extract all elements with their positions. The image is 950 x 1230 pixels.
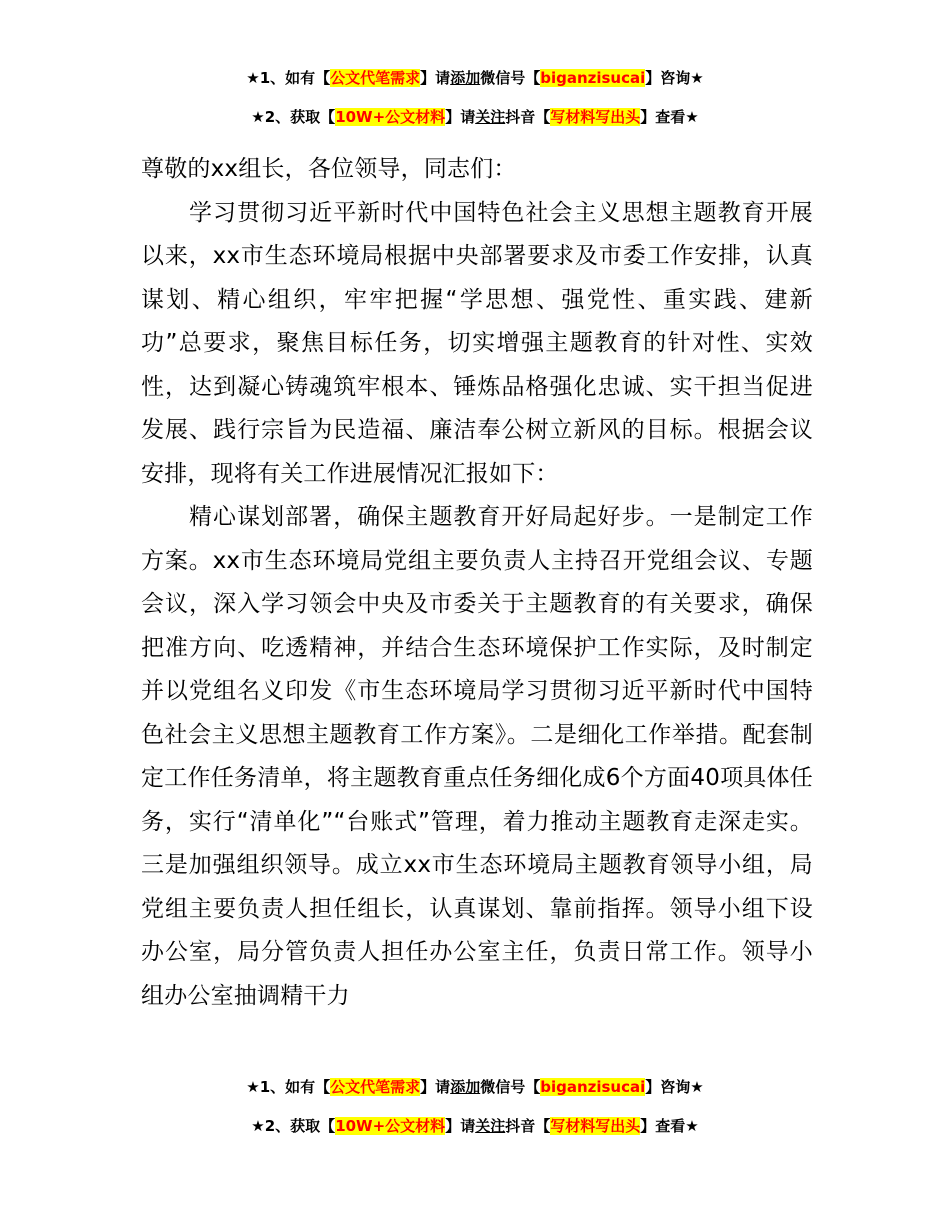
salutation: 尊敬的xx组长，各位领导，同志们： xyxy=(141,156,517,182)
ad-highlight-service: 公文代笔需求 xyxy=(330,69,421,87)
ad-text: 】咨询★ xyxy=(645,1078,704,1096)
ad-emphasis: 关注 xyxy=(475,108,506,126)
ad-text: 】查看★ xyxy=(640,108,699,126)
paragraph-planning: 精心谋划部署，确保主题教育开好局起好步。一是制定工作方案。xx市生态环境局党组主要负责人主持召开党组会议、专题会议，深入学习领会中央及市委关于主题教育的有关要求，确保把准方向、吃透精神，并结合生态环境保护工作实际，及时制定并以党组名义印发《市生态环境局学习贯彻习近平新时代中国特色社会主义思想主题教育工作方案》。二是细化工作举措。配套制定工作任务清单，将主题教育重点任务细化成6个方面40项具体任务，实行“清单化”“台账式”管理，着力推动主题教育走深走实。三是加强组织领导。成立xx市生态环境局主题教育领导小组，局党组主要负责人担任组长，认真谋划、靠前指挥。领导小组下设办公室，局分管负责人担任办公室主任，负责日常工作。领导小组办公室抽调精干力 xyxy=(141,504,813,1009)
ad-emphasis: 添加 xyxy=(450,1078,481,1096)
footer-ad-line-2 xyxy=(0,1116,950,1136)
header-ad-line-1 xyxy=(0,68,950,88)
ad-highlight-douyin: 写材料写出头 xyxy=(550,108,641,126)
ad-text: ★2、获取【 xyxy=(251,1117,336,1135)
document-body xyxy=(141,148,813,1018)
ad-text: ★2、获取【 xyxy=(251,108,336,126)
paragraph-intro: 学习贯彻习近平新时代中国特色社会主义思想主题教育开展以来，xx市生态环境局根据中央部署要求及市委工作安排，认真谋划、精心组织，牢牢把握“学思想、强党性、重实践、建新功”总要求，聚焦目标任务，切实增强主题教育的针对性、实效性，达到凝心铸魂筑牢根本、锤炼品格强化忠诚、实干担当促进发展、践行宗旨为民造福、廉洁奉公树立新风的目标。根据会议安排，现将有关工作进展情况汇报如下： xyxy=(141,199,813,487)
ad-highlight-materials: 10W+公文材料 xyxy=(335,108,446,126)
footer-ad-line-1 xyxy=(0,1077,950,1097)
ad-emphasis: 添加 xyxy=(450,69,481,87)
ad-text: 抖音【 xyxy=(505,1117,551,1135)
ad-text: 微信号【 xyxy=(480,1078,541,1096)
ad-text: 】咨询★ xyxy=(645,69,704,87)
ad-text: 微信号【 xyxy=(480,69,541,87)
ad-text: ★1、如有【 xyxy=(246,69,331,87)
ad-text: 】请 xyxy=(445,108,476,126)
ad-text: 】请 xyxy=(445,1117,476,1135)
header-ad-line-2 xyxy=(0,107,950,127)
ad-text: 抖音【 xyxy=(505,108,551,126)
ad-highlight-douyin: 写材料写出头 xyxy=(550,1117,641,1135)
ad-text: 】请 xyxy=(420,1078,451,1096)
ad-highlight-wechat-id: biganzisucai xyxy=(540,69,646,87)
ad-emphasis: 关注 xyxy=(475,1117,506,1135)
ad-highlight-service: 公文代笔需求 xyxy=(330,1078,421,1096)
ad-highlight-wechat-id: biganzisucai xyxy=(540,1078,646,1096)
ad-highlight-materials: 10W+公文材料 xyxy=(335,1117,446,1135)
ad-text: 】请 xyxy=(420,69,451,87)
ad-text: ★1、如有【 xyxy=(246,1078,331,1096)
ad-text: 】查看★ xyxy=(640,1117,699,1135)
